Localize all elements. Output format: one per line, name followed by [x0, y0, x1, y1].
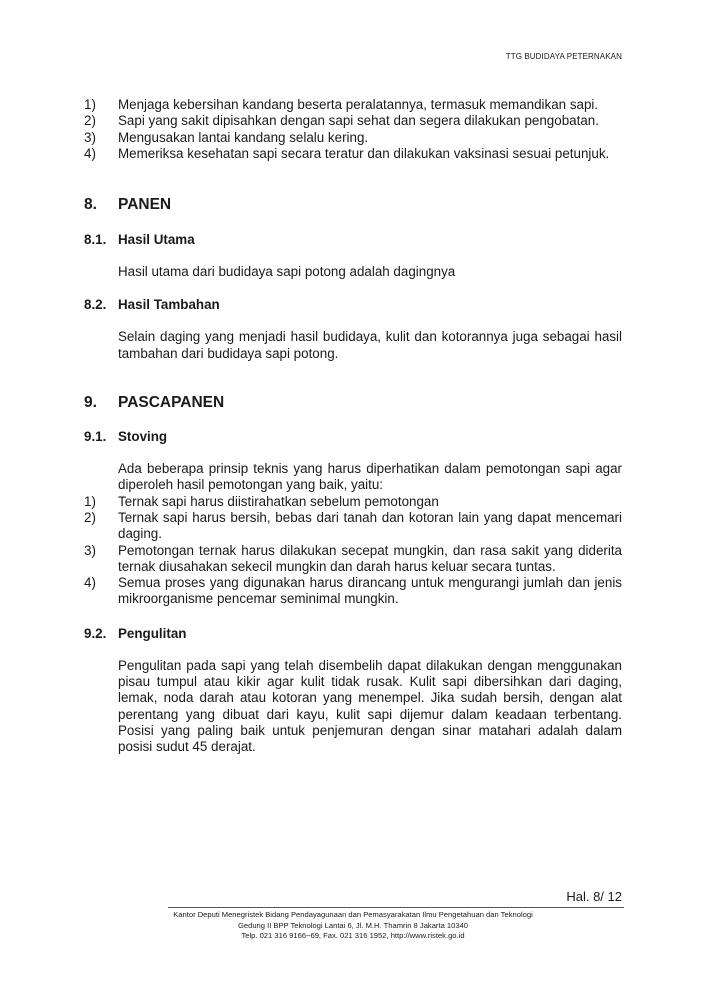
list-item [84, 97, 622, 113]
list-text: Ternak sapi harus bersih, bebas dari tanah dan kotoran lain yang dapat mencemari daging. [118, 509, 622, 542]
list-number: 4) [84, 575, 96, 591]
footer-divider [168, 907, 624, 908]
list-item [84, 543, 622, 576]
subsection-number: 8.1. [84, 232, 107, 248]
paragraph-stoving-intro: Ada beberapa prinsip teknis yang harus diperhatikan dalam pemotongan sapi agar diperoleh hasil pemotongan yang baik, yaitu: [118, 461, 622, 493]
footer-line-3: Telp. 021 316 9166~69, Fax. 021 316 1952, http://www.ristek.go.id [241, 931, 465, 941]
list-item [84, 575, 622, 608]
list-text: Ternak sapi harus diistirahatkan sebelum pemotongan [118, 493, 439, 509]
running-header: TTG BUDIDAYA PETERNAKAN [505, 52, 622, 61]
list-item [84, 494, 622, 510]
hygiene-list [84, 97, 622, 162]
section-title: PANEN [118, 196, 172, 214]
list-item [84, 510, 622, 543]
list-text: Memeriksa kesehatan sapi secara teratur dan dilakukan vaksinasi sesuai petunjuk. [118, 145, 610, 161]
subsection-title: Hasil Tambahan [118, 297, 220, 313]
list-number: 2) [84, 509, 96, 525]
paragraph-pengulitan: Pengulitan pada sapi yang telah disembelih dapat dilakukan dengan menggunakan pisau tumpul atau kikir agar kulit tidak rusak. Kulit sapi dibersihkan dari daging, lemak, noda darah atau kotoran yang menempel. Jika sudah bersih, dengan alat perentang yang dibuat dari kayu, kulit sapi dijemur dalam keadaan terbentang. Posisi yang paling baik untuk penjemuran dengan sinar matahari adalah dalam posisi sudut 45 derajat. [118, 657, 622, 755]
list-item [84, 130, 622, 146]
footer-line-1: Kantor Deputi Menegristek Bidang Pendayagunaan dan Pemasyarakatan Ilmu Pengetahuan dan Teknologi [173, 910, 533, 919]
subsection-heading-hasil-tambahan [84, 297, 622, 313]
subsection-number: 9.1. [84, 429, 107, 445]
list-number: 3) [84, 129, 96, 145]
list-number: 1) [84, 97, 96, 112]
page-content [84, 97, 622, 756]
list-number: 4) [84, 145, 96, 161]
subsection-number: 8.2. [84, 297, 107, 313]
paragraph-hasil-utama: Hasil utama dari budidaya sapi potong adalah dagingnya [118, 264, 456, 280]
list-number: 2) [84, 113, 96, 129]
subsection-title: Hasil Utama [118, 232, 195, 248]
list-text: Semua proses yang digunakan harus dirancang untuk mengurangi jumlah dan jenis mikroorganisme pencemar seminimal mungkin. [118, 575, 622, 607]
subsection-number: 9.2. [84, 625, 107, 641]
list-text: Mengusakan lantai kandang selalu kering. [118, 129, 369, 145]
section-number: 9. [84, 394, 97, 412]
section-number: 8. [84, 196, 97, 214]
list-text: Sapi yang sakit dipisahkan dengan sapi sehat dan segera dilakukan pengobatan. [118, 113, 599, 129]
list-text: Menjaga kebersihan kandang beserta peralatannya, termasuk memandikan sapi. [118, 97, 599, 112]
stoving-block [84, 461, 622, 608]
subsection-heading-stoving [84, 429, 622, 445]
list-item [84, 113, 622, 129]
subsection-heading-hasil-utama [84, 232, 622, 248]
subsection-title: Stoving [118, 429, 168, 445]
footer-address [84, 910, 622, 942]
section-title: PASCAPANEN [118, 394, 225, 412]
list-text: Pemotongan ternak harus dilakukan secepat mungkin, dan rasa sakit yang diderita ternak diusahakan sekecil mungkin dan darah harus keluar secara tuntas. [118, 542, 622, 574]
list-number: 1) [84, 493, 96, 509]
stoving-list [84, 494, 622, 608]
subsection-heading-pengulitan [84, 626, 622, 642]
list-item [84, 146, 622, 162]
section-heading-panen [84, 196, 622, 214]
paragraph-hasil-tambahan: Selain daging yang menjadi hasil budidaya, kulit dan kotorannya juga sebagai hasil tambahan dari budidaya sapi potong. [118, 329, 622, 361]
page-number: Hal. 8/ 12 [566, 889, 622, 904]
footer-line-2: Gedung II BPP Teknologi Lantai 6, Jl. M.H. Thamrin 8 Jakarta 10340 [237, 920, 469, 930]
list-number: 3) [84, 542, 96, 558]
section-heading-pascapanen [84, 394, 622, 412]
subsection-title: Pengulitan [118, 625, 187, 641]
